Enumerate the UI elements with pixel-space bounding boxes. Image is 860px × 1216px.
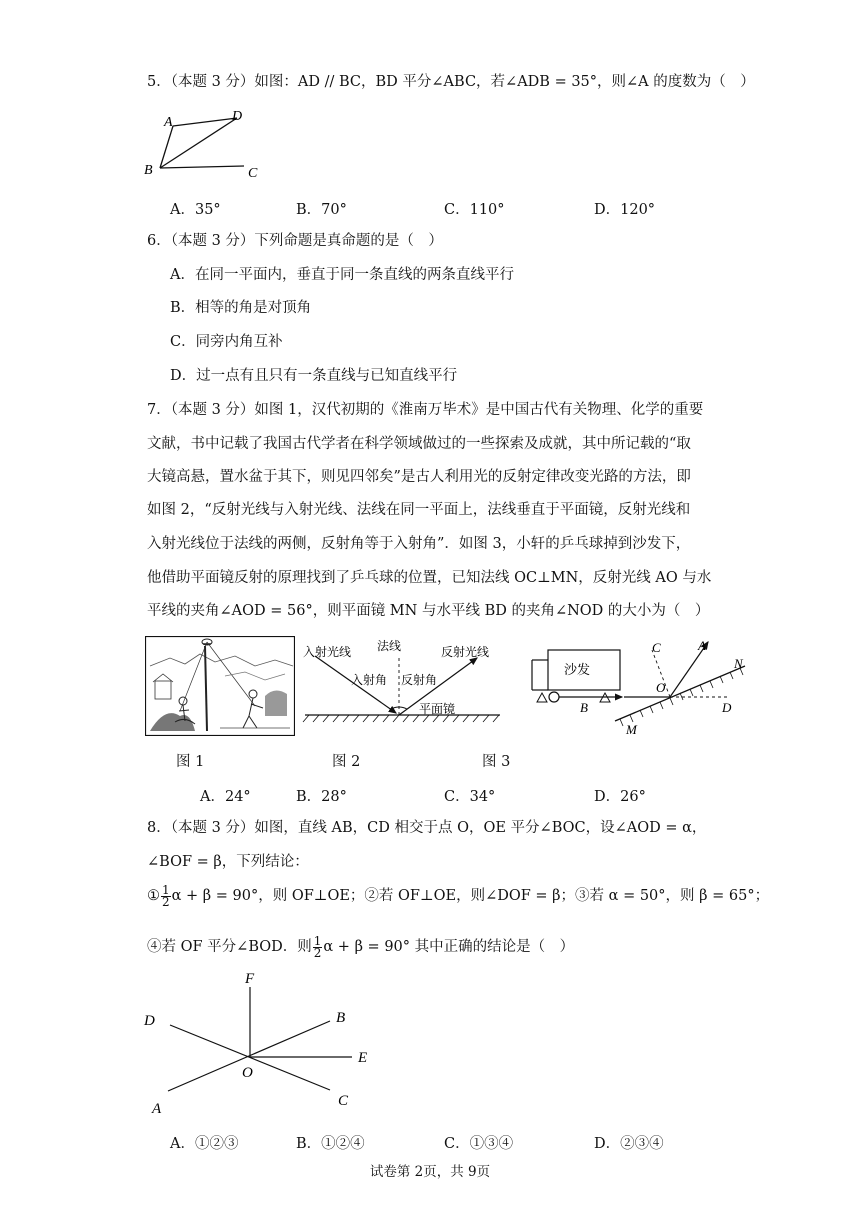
- q6-option-b: B．相等的角是对顶角: [170, 300, 312, 316]
- q8-option-c: C．①③④: [444, 1136, 514, 1152]
- q5-label-d: D: [232, 109, 243, 124]
- fig3-ball: [549, 692, 559, 702]
- q5-option-a: A．35°: [170, 202, 221, 218]
- q8-line-4-prefix: ④若 OF 平分∠BOD．则: [147, 939, 312, 955]
- fig2-label-incidence-angle: 入射角: [351, 673, 388, 687]
- q5-option-b: B．70°: [296, 202, 347, 218]
- q8-line-3: [147, 883, 769, 909]
- q5-label-b: B: [144, 163, 153, 178]
- q7-figure-2-reflection: [295, 636, 515, 736]
- fig3-label-a: A: [698, 638, 706, 653]
- q8-line-4-frac-den: 2: [313, 945, 322, 960]
- q7-line-5: 入射光线位于法线的两侧，反射角等于入射角”．如图 3，小轩的乒乓球掉到沙发下，: [147, 536, 691, 552]
- q8-line-3-rest: α + β = 90°，则 OF⊥OE；②若 OF⊥OE，则∠DOF = β；③若 α = 50°，则 β = 65°；: [171, 888, 770, 904]
- q5-label-c: C: [248, 166, 258, 181]
- fig2-label-normal: 法线: [377, 639, 402, 653]
- q8-line-1: 8．（本题 3 分）如图，直线 AB，CD 相交于点 O，OE 平分∠BOC，设∠AOD = α，: [147, 820, 707, 836]
- q8-label-o: O: [242, 1065, 253, 1081]
- q5-line-bc: [160, 166, 244, 168]
- q7-option-b: B．28°: [296, 789, 347, 805]
- q7-line-2: 文献，书中记载了我国古代学者在科学领域做过的一些探索及成就，其中所记载的“取: [147, 436, 691, 452]
- page-footer: 试卷第 2页，共 9页: [369, 1164, 491, 1180]
- fig3-label-n: N: [734, 656, 743, 671]
- q7-line-7: 平线的夹角∠AOD = 56°，则平面镜 MN 与水平线 BD 的夹角∠NOD 的大小为（ ）: [147, 603, 710, 619]
- q6-option-d: D．过一点有且只有一条直线与已知直线平行: [170, 368, 458, 384]
- q7-option-d: D．26°: [594, 789, 646, 805]
- q7-caption-figure-3: 图 3: [482, 754, 511, 770]
- q7-line-4: 如图 2，“反射光线与入射光线、法线在同一平面上，法线垂直于平面镜，反射光线和: [147, 502, 691, 518]
- q6-option-c: C．同旁内角互补: [170, 334, 283, 350]
- q8-label-f: F: [245, 971, 255, 987]
- q8-label-e: E: [358, 1050, 368, 1066]
- q8-option-b: B．①②④: [296, 1136, 365, 1152]
- q8-line-4-frac-num: 1: [313, 933, 322, 948]
- q8-option-d: D．②③④: [594, 1136, 664, 1152]
- q8-option-a: A．①②③: [170, 1136, 239, 1152]
- fig2-label-mirror: 平面镜: [419, 702, 456, 716]
- q7-figure-3-sofa: [520, 636, 760, 740]
- fig3-label-c: C: [652, 640, 661, 655]
- q8-label-c: C: [338, 1093, 349, 1109]
- q8-line-3-prefix: ①: [147, 888, 160, 904]
- fig2-label-reflected: 反射光线: [441, 645, 490, 659]
- fig2-mirror-hatch: [303, 715, 499, 722]
- q7-line-1: 7．（本题 3 分）如图 1，汉代初期的《淮南万毕术》是中国古代有关物理、化学的重要: [147, 402, 704, 418]
- q8-label-b: B: [336, 1010, 346, 1026]
- q7-option-a: A．24°: [200, 789, 251, 805]
- q8-line-3-frac-den: 2: [162, 894, 170, 909]
- q5-label-a: A: [164, 115, 173, 130]
- q5-line-ab: [160, 126, 173, 168]
- q8-line-4: [147, 934, 574, 960]
- q8-figure: [140, 965, 390, 1120]
- fig3-label-m: M: [626, 722, 637, 737]
- q5-figure: [140, 104, 280, 184]
- q8-label-a: A: [152, 1101, 162, 1117]
- q5-option-c: C．110°: [444, 202, 505, 218]
- q8-label-d: D: [144, 1013, 155, 1029]
- fig2-label-reflection-angle: 反射角: [401, 673, 438, 687]
- q7-option-c: C．34°: [444, 789, 496, 805]
- q8-line-2: ∠BOF = β，下列结论：: [147, 854, 309, 870]
- fig3-label-b: B: [580, 700, 588, 715]
- q8-line-3-fraction: [161, 882, 171, 909]
- q5-option-d: D．120°: [594, 202, 656, 218]
- q7-line-6: 他借助平面镜反射的原理找到了乒乓球的位置，已知法线 OC⊥MN，反射光线 AO 与水: [147, 570, 712, 586]
- q7-caption-figure-1: 图 1: [176, 754, 205, 770]
- fig3-label-o: O: [656, 680, 666, 695]
- q8-line-4-rest: α + β = 90° 其中正确的结论是（ ）: [323, 939, 575, 955]
- q6-stem: 6．（本题 3 分）下列命题是真命题的是（ ）: [147, 233, 443, 249]
- q7-caption-figure-2: 图 2: [332, 754, 361, 770]
- fig2-label-incident: 入射光线: [303, 645, 352, 659]
- q7-line-3: 大镜高悬，置水盆于其下，则见四邻矣”是古人利用光的反射定律改变光路的方法，即: [147, 469, 691, 485]
- q8-line-3-frac-num: 1: [162, 882, 170, 897]
- fig3-sofa-label: 沙发: [564, 662, 591, 677]
- q7-figure-1-illustration: [145, 636, 295, 736]
- q8-line-4-fraction: [313, 933, 323, 960]
- q6-option-a: A．在同一平面内，垂直于同一条直线的两条直线平行: [170, 267, 514, 283]
- q5-stem: 5．（本题 3 分）如图：AD // BC，BD 平分∠ABC，若∠ADB = 35°，则∠A 的度数为（ ）: [147, 74, 755, 90]
- fig3-label-d: D: [722, 700, 732, 715]
